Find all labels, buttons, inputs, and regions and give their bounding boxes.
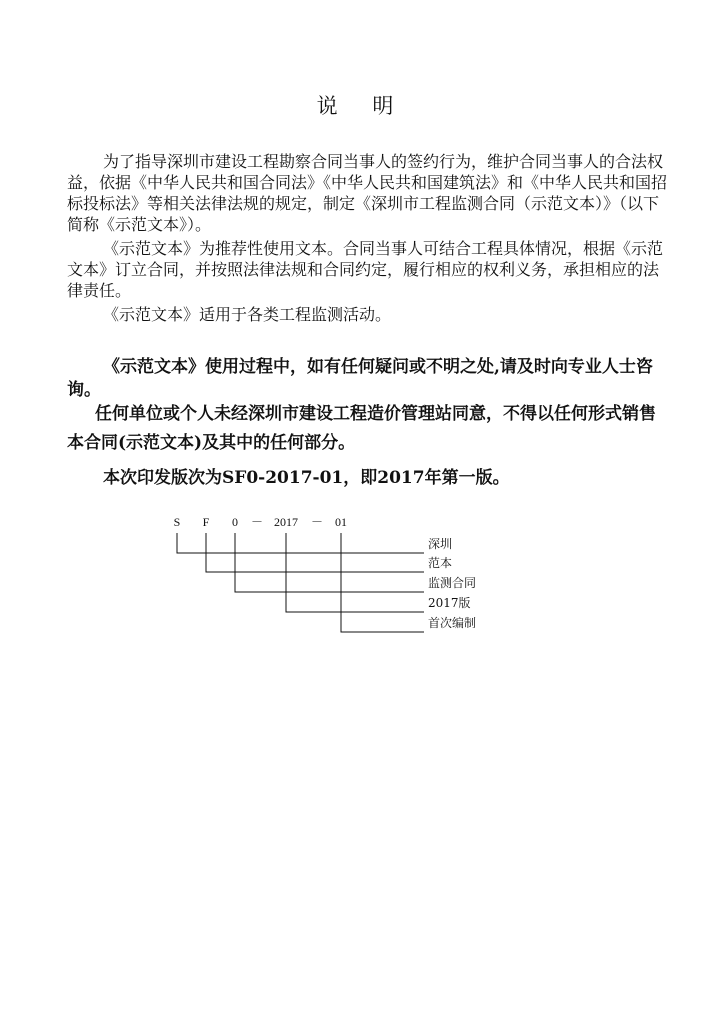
bracket-line-1 (177, 533, 424, 553)
code-part-seq: 01 (335, 515, 347, 529)
usage-text: 《示范文本》为推荐性使用文本。合同当事人可结合工程具体情况，根据《示范文本》订立合同，并按照法律法规和合同约定，履行相应的权利义务，承担相应的法律责任。 (67, 239, 664, 300)
code-label-contract: 监测合同 (428, 576, 477, 590)
code-label-shenzhen: 深圳 (428, 537, 453, 551)
code-part-s: S (173, 515, 181, 529)
intro-text: 为了指导深圳市建设工程勘察合同当事人的签约行为，维护合同当事人的合法权益，依据《中华人民共和国合同法》《中华人民共和国建筑法》和《中华人民共和国招标投标法》等相关法律法规的规定，制定《深圳市工程监测合同（示范文本）》（以下简称《示范文本》）。 (67, 152, 668, 234)
code-label-edition: 2017版 (428, 596, 471, 610)
code-dash-2: － (310, 515, 323, 529)
consult-text: 《示范文本》使用过程中，如有任何疑问或不明之处,请及时向专业人士咨询。 (67, 357, 653, 400)
code-label-first: 首次编制 (428, 616, 477, 630)
bracket-line-5 (341, 533, 424, 632)
code-dash-1: － (250, 515, 263, 529)
scope-text: 《示范文本》适用于各类工程监测活动。 (103, 305, 392, 324)
copyright-text: 任何单位或个人未经深圳市建设工程造价管理站同意，不得以任何形式销售本合同(示范文本)及其中的任何部分。 (67, 404, 656, 453)
code-label-template: 范本 (428, 556, 453, 570)
page-title: 说 明 (316, 94, 408, 118)
code-part-f: F (202, 515, 210, 529)
code-part-year: 2017 (274, 515, 298, 529)
bracket-line-3 (235, 533, 424, 592)
code-part-0: 0 (232, 515, 238, 529)
edition-text: 本次印发版次为SF0-2017-01，即2017年第一版。 (103, 468, 510, 488)
